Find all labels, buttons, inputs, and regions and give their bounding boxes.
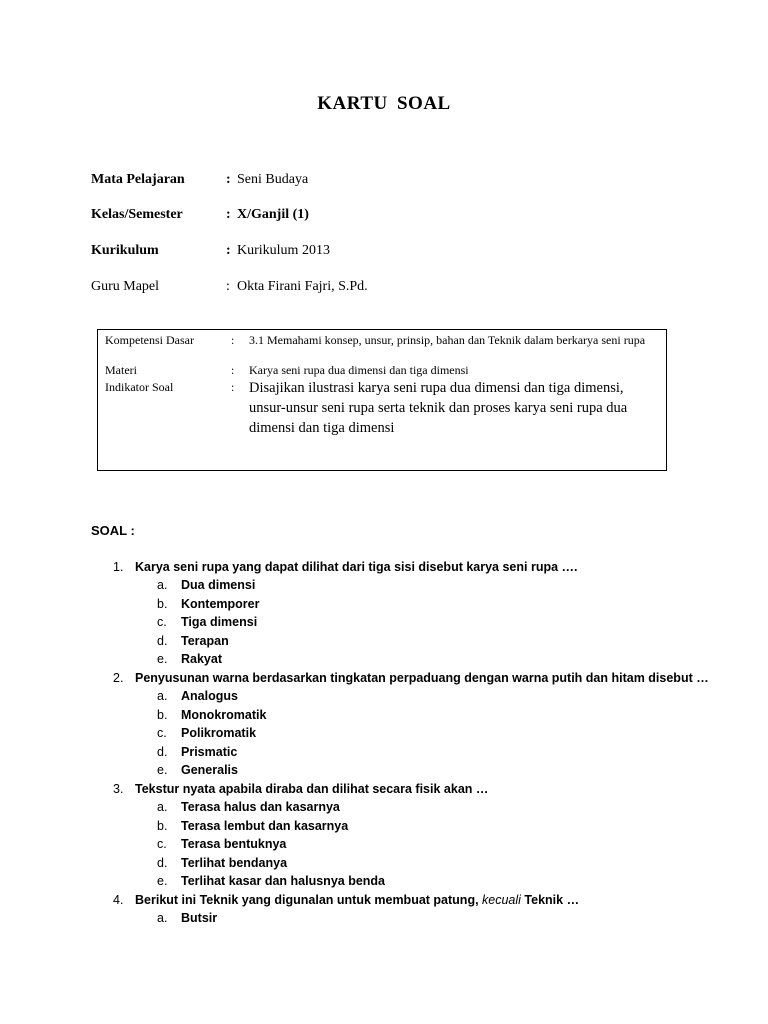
option-letter: c. — [157, 837, 167, 851]
option-text: Terapan — [181, 634, 229, 648]
option-text: Polikromatik — [181, 726, 257, 740]
indikator-label: Indikator Soal — [105, 380, 174, 394]
question-number: 3. — [113, 782, 124, 796]
subject-label: Mata Pelajaran — [91, 172, 185, 187]
question-number: 1. — [113, 560, 124, 574]
option-text: Terlihat kasar dan halusnya benda — [181, 874, 386, 888]
option-letter: a. — [157, 911, 168, 925]
question-text-end: Teknik … — [520, 893, 580, 907]
option-letter: a. — [157, 578, 168, 592]
option-letter: d. — [157, 856, 168, 870]
class-colon: : — [226, 207, 231, 222]
option-letter: d. — [157, 634, 168, 648]
option-text: Terasa halus dan kasarnya — [181, 800, 340, 814]
class-label: Kelas/Semester — [91, 207, 183, 222]
soal-heading: SOAL : — [91, 523, 135, 538]
option-text: Analogus — [181, 689, 238, 703]
option-text: Terlihat bendanya — [181, 856, 288, 870]
kd-value: 3.1 Memahami konsep, unsur, prinsip, bahan dan Teknik dalam berkarya seni rupa — [249, 333, 646, 347]
question-text-emphasis: kecuali — [482, 893, 521, 907]
curriculum-label: Kurikulum — [91, 243, 159, 258]
option-letter: a. — [157, 689, 168, 703]
option-text: Tiga dimensi — [181, 615, 258, 629]
teacher-value: Okta Firani Fajri, S.Pd. — [237, 279, 368, 294]
option-letter: c. — [157, 615, 167, 629]
option-letter: a. — [157, 800, 168, 814]
question-number: 4. — [113, 893, 124, 907]
option-letter: b. — [157, 708, 168, 722]
option-text: Butsir — [181, 911, 218, 925]
competency-box — [97, 329, 667, 471]
question-text-start: Berikut ini Teknik yang digunalan untuk membuat patung, — [135, 893, 483, 907]
option-text: Rakyat — [181, 652, 222, 666]
option-text: Kontemporer — [181, 597, 260, 611]
curriculum-value: Kurikulum 2013 — [237, 243, 330, 258]
option-letter: d. — [157, 745, 168, 759]
option-letter: b. — [157, 819, 168, 833]
teacher-colon: : — [226, 279, 230, 294]
curriculum-colon: : — [226, 243, 231, 258]
kd-colon: : — [231, 333, 235, 347]
option-text: Prismatic — [181, 745, 238, 759]
option-letter: e. — [157, 763, 168, 777]
question-text: Karya seni rupa yang dapat dilihat dari tiga sisi disebut karya seni rupa …. — [135, 560, 578, 574]
teacher-label: Guru Mapel — [91, 279, 160, 294]
question-text: Penyusunan warna berdasarkan tingkatan perpaduang dengan warna putih dan hitam disebut … — [135, 671, 709, 685]
option-text: Dua dimensi — [181, 578, 256, 592]
materi-value: Karya seni rupa dua dimensi dan tiga dimensi — [249, 363, 469, 377]
materi-label: Materi — [105, 363, 137, 377]
option-text: Terasa lembut dan kasarnya — [181, 819, 349, 833]
option-text: Monokromatik — [181, 708, 267, 722]
kd-label: Kompetensi Dasar — [105, 333, 194, 347]
subject-colon: : — [226, 172, 231, 187]
indikator-colon: : — [231, 380, 235, 394]
option-text: Generalis — [181, 763, 238, 777]
question-text: Tekstur nyata apabila diraba dan dilihat secara fisik akan … — [135, 782, 489, 796]
subject-value: Seni Budaya — [237, 172, 309, 187]
option-text: Terasa bentuknya — [181, 837, 287, 851]
materi-colon: : — [231, 363, 235, 377]
page-title: KARTU SOAL — [317, 93, 451, 114]
option-letter: e. — [157, 874, 168, 888]
class-value: X/Ganjil (1) — [237, 207, 309, 222]
indikator-value: Disajikan ilustrasi karya seni rupa dua dimensi dan tiga dimensi, unsur-unsur seni rupa serta teknik dan proses karya seni rupa dua dimensi dan tiga dimensi — [249, 380, 628, 436]
option-letter: b. — [157, 597, 168, 611]
option-letter: c. — [157, 726, 167, 740]
question-text — [135, 893, 579, 907]
option-letter: e. — [157, 652, 168, 666]
question-number: 2. — [113, 671, 124, 685]
